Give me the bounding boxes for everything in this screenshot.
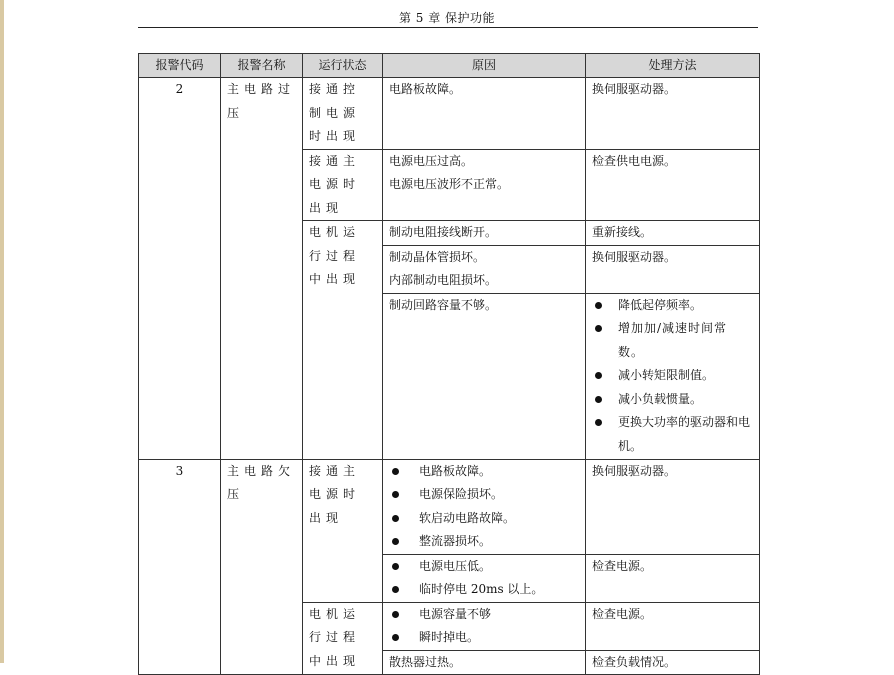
cause-list	[389, 603, 579, 650]
table-row	[139, 78, 760, 150]
list-item: 电路板故障。	[389, 460, 579, 484]
cause-line: 制动回路容量不够。	[389, 297, 498, 312]
list-item: 减小转矩限制值。	[592, 364, 753, 388]
list-item: 软启动电路故障。	[389, 507, 579, 531]
solution-cell	[586, 78, 760, 150]
list-item: 瞬时掉电。	[389, 626, 579, 650]
list-item: 更换大功率的驱动器和电机。	[592, 411, 753, 458]
page-edge	[0, 0, 4, 663]
alarm-code: 3	[139, 459, 221, 675]
list-item: 电源电压低。	[389, 555, 579, 579]
run-state: 电机运行过程中出现	[303, 221, 383, 460]
solution-cell	[586, 459, 760, 554]
page-header: 第 5 章 保护功能	[398, 11, 496, 25]
cause-line: 散热器过热。	[389, 654, 462, 669]
cause-line: 制动电阻接线断开。	[389, 225, 498, 239]
run-state: 电机运行过程中出现	[303, 602, 383, 675]
list-item: 电源保险损坏。	[389, 483, 579, 507]
cause-cell	[383, 221, 586, 246]
solution-line: 检查负载情况。	[592, 654, 677, 669]
cause-line: 制动晶体管损坏。	[389, 249, 486, 264]
solution-line: 检查电源。	[592, 558, 653, 573]
solution-cell	[586, 293, 760, 459]
alarm-table	[138, 53, 760, 675]
cause-line: 内部制动电阻损坏。	[389, 273, 498, 287]
col-header-state: 运行状态	[303, 54, 383, 78]
solution-list	[592, 294, 753, 459]
solution-line: 检查供电电源。	[592, 153, 677, 168]
col-header-cause: 原因	[383, 54, 586, 78]
list-item: 减小负载惯量。	[592, 388, 753, 412]
col-header-code: 报警代码	[139, 54, 221, 78]
cause-list	[389, 555, 579, 602]
list-item: 电源容量不够	[389, 603, 579, 627]
alarm-name: 主电路过压	[221, 78, 303, 460]
cause-cell	[383, 245, 586, 293]
solution-cell	[586, 149, 760, 221]
cause-cell	[383, 602, 586, 650]
cause-list	[389, 460, 579, 554]
solution-line: 检查电源。	[592, 606, 653, 621]
cause-cell	[383, 459, 586, 554]
col-header-solution: 处理方法	[586, 54, 760, 78]
list-item: 增加加/减速时间常数。	[592, 317, 753, 364]
cause-cell	[383, 293, 586, 459]
solution-cell	[586, 221, 760, 246]
alarm-code: 2	[139, 78, 221, 460]
run-state: 接通控制电源时出现	[303, 78, 383, 150]
solution-line: 换伺服驱动器。	[592, 82, 677, 96]
cause-line: 电路板故障。	[389, 82, 462, 96]
run-state: 接通主电源时出现	[303, 149, 383, 221]
header-row	[139, 54, 760, 78]
solution-line: 重新接线。	[592, 225, 653, 239]
header-rule	[138, 27, 758, 28]
solution-line: 换伺服驱动器。	[592, 249, 677, 264]
col-header-name: 报警名称	[221, 54, 303, 78]
cause-cell	[383, 554, 586, 602]
cause-cell	[383, 78, 586, 150]
cause-cell	[383, 149, 586, 221]
list-item: 临时停电 20ms 以上。	[389, 578, 579, 602]
cause-cell	[383, 650, 586, 675]
solution-cell	[586, 245, 760, 293]
list-item: 降低起停频率。	[592, 294, 753, 318]
solution-cell	[586, 602, 760, 650]
solution-cell	[586, 554, 760, 602]
solution-line: 换伺服驱动器。	[592, 463, 677, 478]
solution-cell	[586, 650, 760, 675]
list-item: 整流器损坏。	[389, 530, 579, 554]
cause-line: 电源电压过高。	[389, 153, 474, 168]
table-row	[139, 459, 760, 554]
run-state: 接通主电源时出现	[303, 459, 383, 602]
cause-line: 电源电压波形不正常。	[389, 177, 510, 191]
alarm-name: 主电路欠压	[221, 459, 303, 675]
